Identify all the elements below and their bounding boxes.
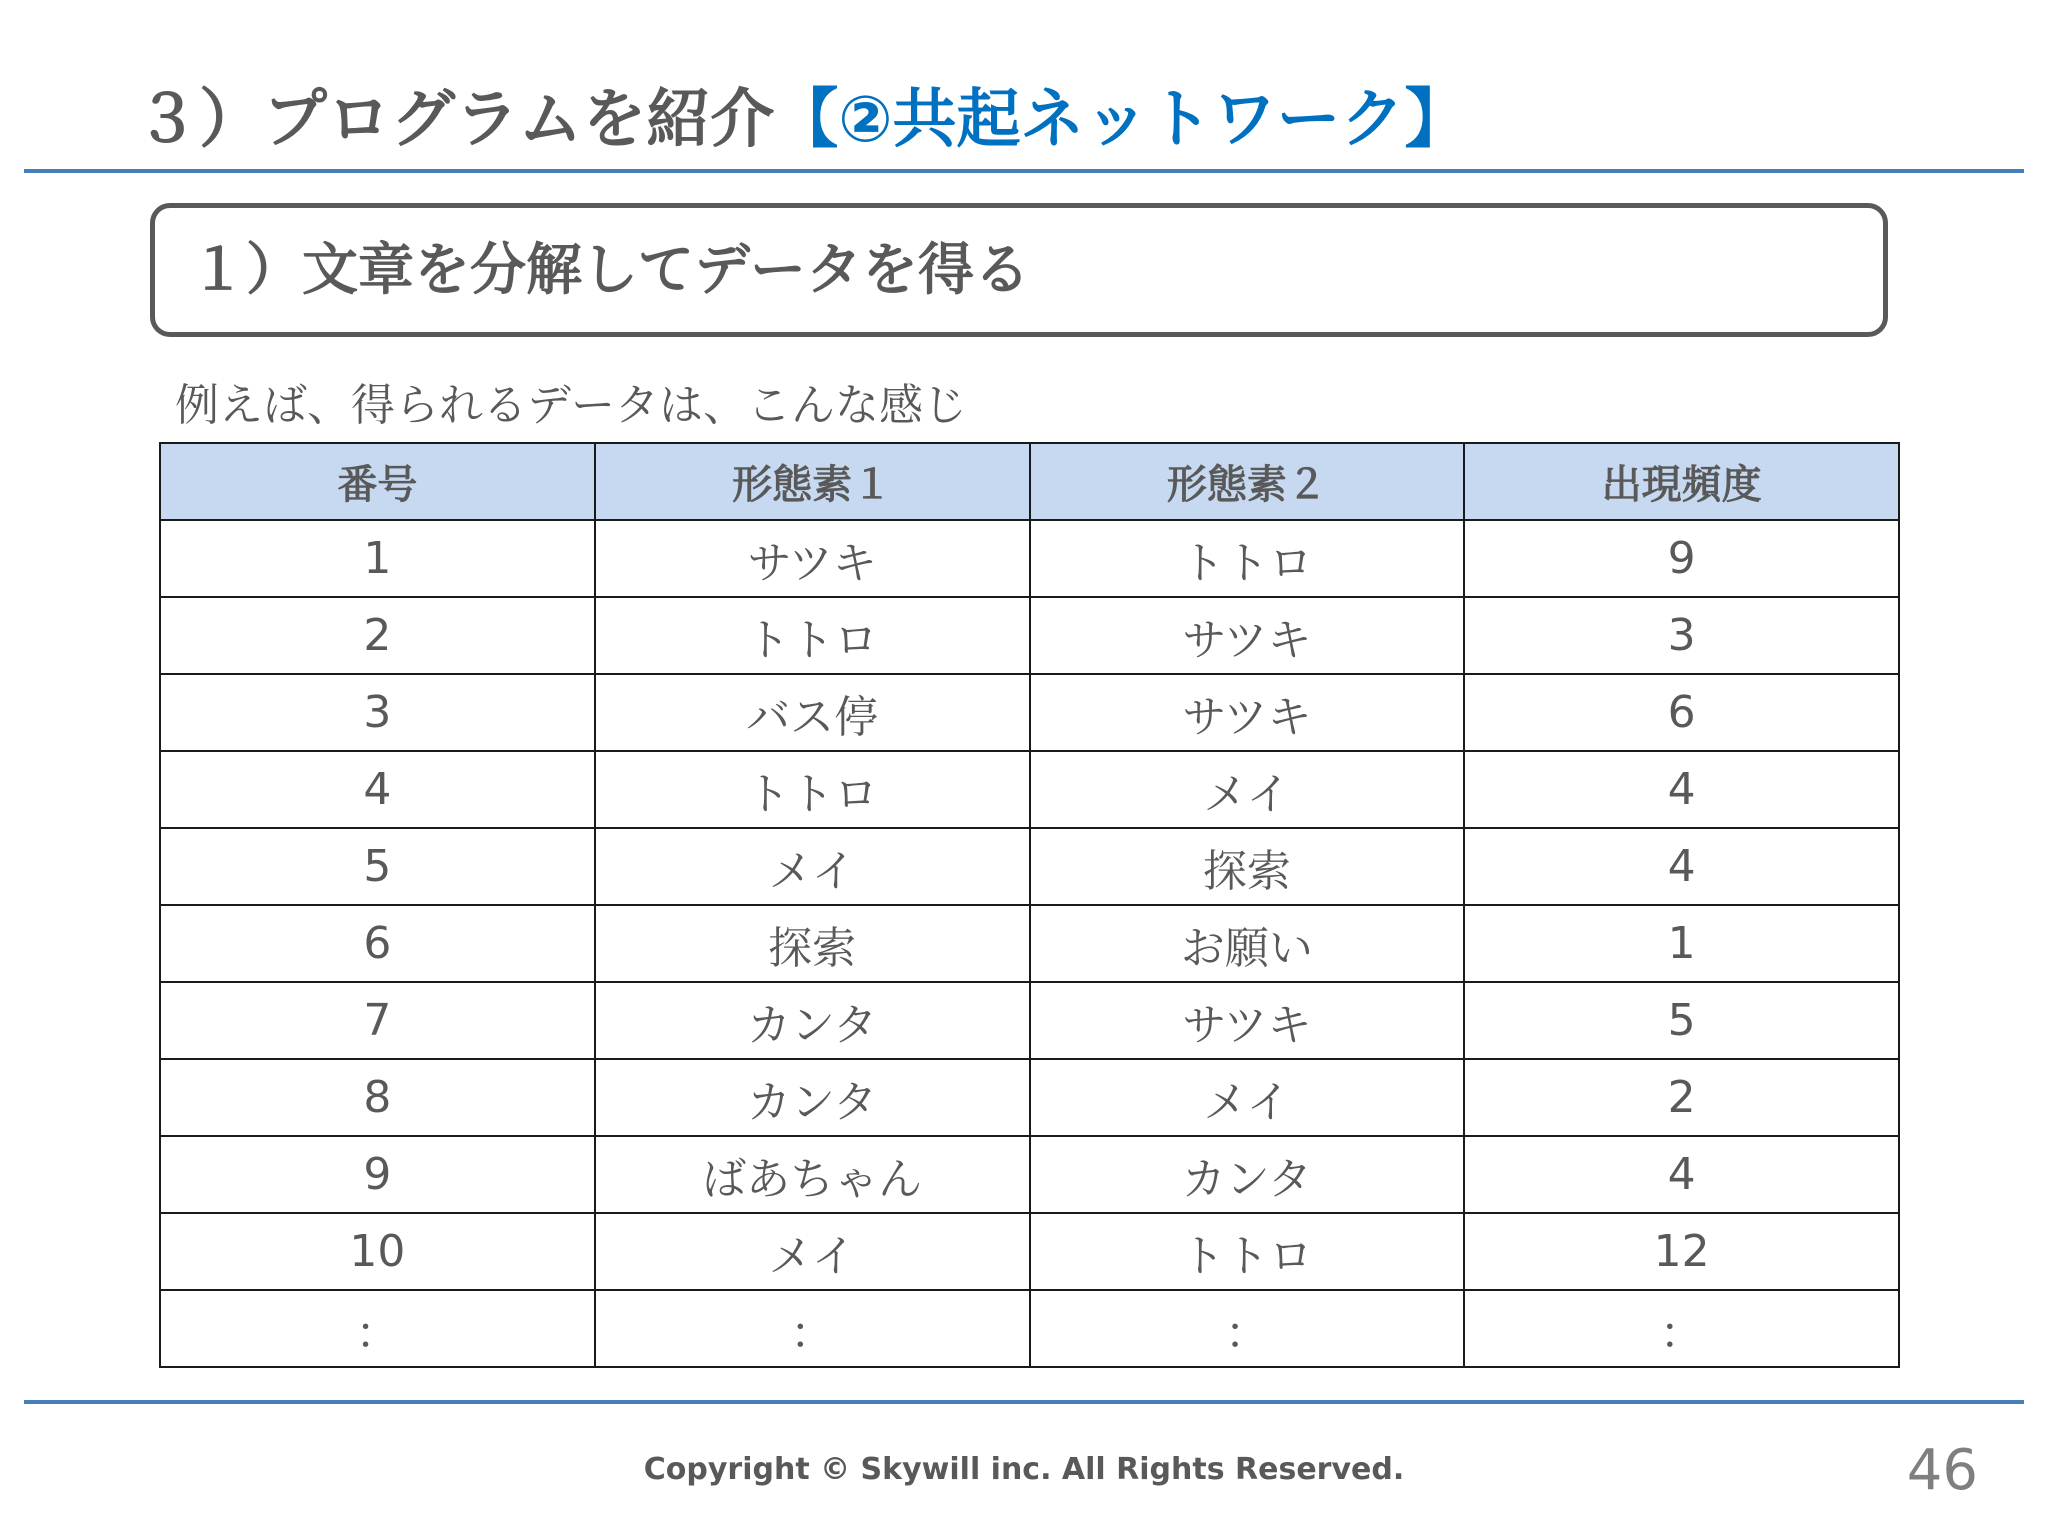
- table-row: [160, 1059, 1899, 1136]
- cell-morpheme-1: トトロ: [595, 597, 1030, 674]
- cell-morpheme-1: バス停: [595, 674, 1030, 751]
- cell-morpheme-2: カンタ: [1030, 1136, 1465, 1213]
- cell-number: 4: [160, 751, 595, 828]
- table-caption: 例えば、得られるデータは、こんな感じ: [175, 380, 967, 431]
- cell-morpheme-2: サツキ: [1030, 597, 1465, 674]
- table-row: [160, 520, 1899, 597]
- cell-frequency: 4: [1464, 1136, 1899, 1213]
- cell-morpheme-1: メイ: [595, 1213, 1030, 1290]
- cell-morpheme-1: カンタ: [595, 1059, 1030, 1136]
- cell-frequency: 6: [1464, 674, 1899, 751]
- header-frequency: 出現頻度: [1464, 443, 1899, 520]
- page-number: 46: [1906, 1438, 1978, 1503]
- slide-title: [135, 70, 1469, 170]
- cell-number: 7: [160, 982, 595, 1059]
- cell-morpheme-2: サツキ: [1030, 982, 1465, 1059]
- cell-frequency: 4: [1464, 828, 1899, 905]
- cell-number: ：: [160, 1290, 595, 1367]
- table-row: [160, 982, 1899, 1059]
- cell-frequency: ：: [1464, 1290, 1899, 1367]
- cell-number: 1: [160, 520, 595, 597]
- cell-morpheme-2: トトロ: [1030, 1213, 1465, 1290]
- cell-frequency: 1: [1464, 905, 1899, 982]
- cell-morpheme-2: メイ: [1030, 751, 1465, 828]
- table-row: [160, 1213, 1899, 1290]
- slide-title-main: ３）プログラムを紹介: [135, 83, 775, 157]
- top-divider: [24, 169, 2024, 173]
- cell-morpheme-1: カンタ: [595, 982, 1030, 1059]
- copyright-notice: Copyright © Skywill inc. All Rights Reserved.: [643, 1452, 1405, 1487]
- cell-frequency: 3: [1464, 597, 1899, 674]
- table-row: [160, 751, 1899, 828]
- cell-number: 5: [160, 828, 595, 905]
- cell-morpheme-1: 探索: [595, 905, 1030, 982]
- cooccurrence-table: [159, 442, 1900, 1368]
- cell-morpheme-2: トトロ: [1030, 520, 1465, 597]
- header-morpheme-1: 形態素１: [595, 443, 1030, 520]
- cell-morpheme-2: ：: [1030, 1290, 1465, 1367]
- cell-morpheme-1: メイ: [595, 828, 1030, 905]
- cell-morpheme-2: 探索: [1030, 828, 1465, 905]
- cell-frequency: 4: [1464, 751, 1899, 828]
- cell-number: 3: [160, 674, 595, 751]
- table-row: [160, 1290, 1899, 1367]
- bottom-divider: [24, 1400, 2024, 1404]
- cell-number: 2: [160, 597, 595, 674]
- cell-number: 9: [160, 1136, 595, 1213]
- cell-number: 6: [160, 905, 595, 982]
- table-row: [160, 1136, 1899, 1213]
- header-number: 番号: [160, 443, 595, 520]
- cell-frequency: 12: [1464, 1213, 1899, 1290]
- slide-title-accent: 【②共起ネットワーク】: [774, 83, 1469, 157]
- cell-morpheme-1: トトロ: [595, 751, 1030, 828]
- cell-frequency: 2: [1464, 1059, 1899, 1136]
- cell-morpheme-2: メイ: [1030, 1059, 1465, 1136]
- table-row: [160, 597, 1899, 674]
- cell-number: 8: [160, 1059, 595, 1136]
- cell-morpheme-2: お願い: [1030, 905, 1465, 982]
- table-body: [160, 520, 1899, 1367]
- table-row: [160, 905, 1899, 982]
- table-row: [160, 674, 1899, 751]
- cell-morpheme-2: サツキ: [1030, 674, 1465, 751]
- cell-frequency: 5: [1464, 982, 1899, 1059]
- cell-morpheme-1: ：: [595, 1290, 1030, 1367]
- cell-frequency: 9: [1464, 520, 1899, 597]
- cell-morpheme-1: ばあちゃん: [595, 1136, 1030, 1213]
- cell-morpheme-1: サツキ: [595, 520, 1030, 597]
- cell-number: 10: [160, 1213, 595, 1290]
- table-header-row: [160, 443, 1899, 520]
- header-morpheme-2: 形態素２: [1030, 443, 1465, 520]
- section-heading: １）文章を分解してデータを得る: [190, 238, 1030, 303]
- table-row: [160, 828, 1899, 905]
